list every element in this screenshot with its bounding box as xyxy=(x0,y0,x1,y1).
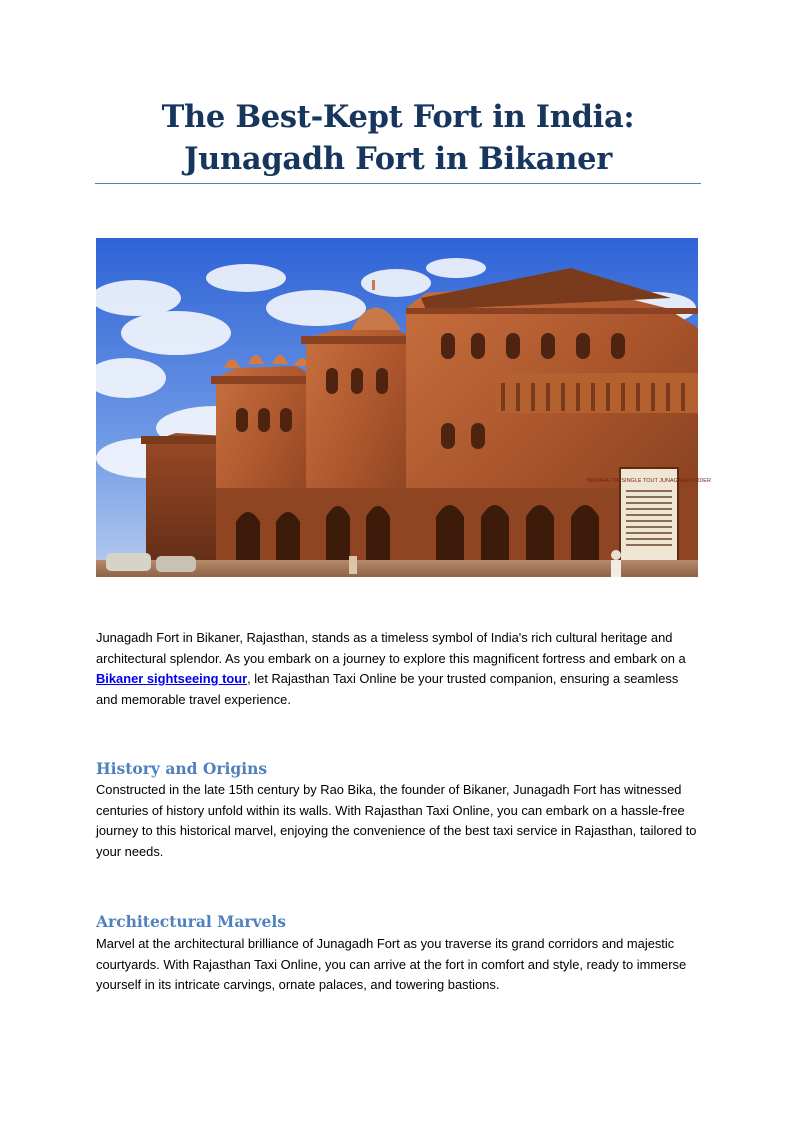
section-heading-history: History and Origins xyxy=(96,759,268,778)
intro-paragraph xyxy=(96,628,702,710)
section-body-history: Constructed in the late 15th century by Rao Bika, the founder of Bikaner, Junagadh Fort has witnessed centuries of history unfold within its walls. With Rajasthan Taxi Online, you can embark on a hassle-free journey to this historical marvel, enjoying the convenience of the best taxi service in Rajasthan, tailored to your needs. xyxy=(96,782,697,859)
section-body-architecture: Marvel at the architectural brilliance of Junagadh Fort as you traverse its grand corridors and majestic courtyards. With Rajasthan Taxi Online, you can arrive at the fort in comfort and style, ready to immerse yourself in its intricate carvings, ornate palaces, and towering bastions. xyxy=(96,936,687,992)
intro-text-start: Junagadh Fort in Bikaner, Rajasthan, stands as a timeless symbol of India's rich cultural heritage and architectural splendor. As you embark on a journey to explore this magnificent fortress and embark on a xyxy=(96,630,686,666)
fort-photo xyxy=(96,238,711,577)
title-line-2: Junagadh Fort in Bikaner xyxy=(184,141,612,177)
section-heading-architecture: Architectural Marvels xyxy=(96,912,287,931)
bikaner-sightseeing-tour-link[interactable]: Bikaner sightseeing tour xyxy=(96,671,248,686)
document-title xyxy=(96,96,700,180)
title-underline xyxy=(95,183,701,184)
notice-board-text: BEWARE OF SINGLE TOUT JUNAGARH ORDER xyxy=(587,478,711,484)
title-line-1: The Best-Kept Fort in India: xyxy=(161,99,635,135)
intro-text-end: , let Rajasthan Taxi Online be your trusted companion, ensuring a seamless and memorable travel experience. xyxy=(96,671,679,707)
